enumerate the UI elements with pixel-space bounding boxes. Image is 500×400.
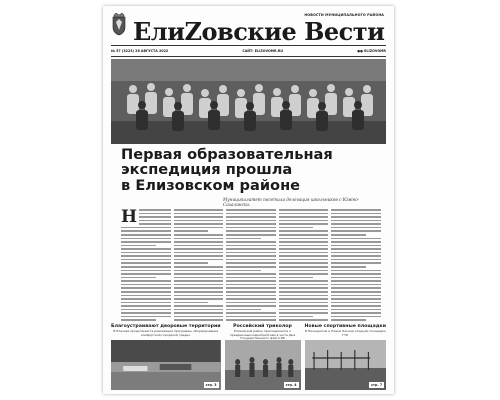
social-icon: ●● [357, 49, 364, 53]
teaser-card[interactable] [111, 324, 221, 390]
issue-bar [111, 45, 386, 57]
teaser-photo [225, 340, 301, 390]
headline-line: Первая образовательная [121, 146, 333, 163]
teaser-subtitle: Елизовский район присоединился к праздничным мероприятиям в честь Дня Государственного флага РФ [229, 329, 296, 341]
newspaper-page [103, 6, 394, 394]
teaser-title: Новые спортивные площадки [304, 324, 386, 329]
teaser-photo [305, 340, 387, 390]
rubric-label: НОВОСТИ МУНИЦИПАЛЬНОГО РАЙОНА [304, 13, 384, 17]
issue-number: № 57 (3223) 26 АВГУСТА 2022 [111, 49, 169, 53]
dropcap-letter: Н [121, 207, 138, 227]
lead-lede: Муниципалитет посетила делегация школьников с Южно-Сахалинска. [223, 197, 360, 207]
lead-photo [111, 59, 386, 144]
teaser-card[interactable] [225, 324, 301, 390]
teaser-row [111, 324, 386, 390]
coat-of-arms-icon [111, 12, 127, 36]
teaser-page-ref: стр. 7 [371, 383, 382, 387]
teaser-page-ref: стр. 3 [205, 383, 217, 387]
social-label: ●● ELIZOVOMR [357, 49, 386, 53]
article-column [331, 209, 381, 321]
teaser-title: Благоустраивают дворовые территории [111, 324, 221, 329]
lead-headline [121, 147, 381, 193]
headline-line: в Елизовском районе [121, 176, 301, 194]
teaser-card[interactable] [305, 324, 387, 390]
teaser-page-ref: стр. 4 [285, 383, 297, 387]
article-column [121, 209, 171, 321]
masthead [103, 6, 394, 46]
article-column [174, 209, 224, 321]
website-label: САЙТ: ELIZOVOMR.RU [242, 49, 284, 53]
teaser-subtitle: В Пионерском и Новом Лесном открыли площадки ГТО [304, 329, 386, 337]
article-column [226, 209, 276, 321]
article-body [121, 209, 381, 321]
newspaper-title: ЕлиZовские Вести [133, 17, 385, 46]
headline-line: экспедиция прошла [121, 161, 293, 179]
teaser-title: Российский триколор [233, 324, 292, 329]
article-column [279, 209, 329, 321]
teaser-photo [111, 340, 221, 390]
teaser-subtitle: В Елизове продолжается реализация программы «Формирование комфортной городской среды» [113, 329, 219, 337]
